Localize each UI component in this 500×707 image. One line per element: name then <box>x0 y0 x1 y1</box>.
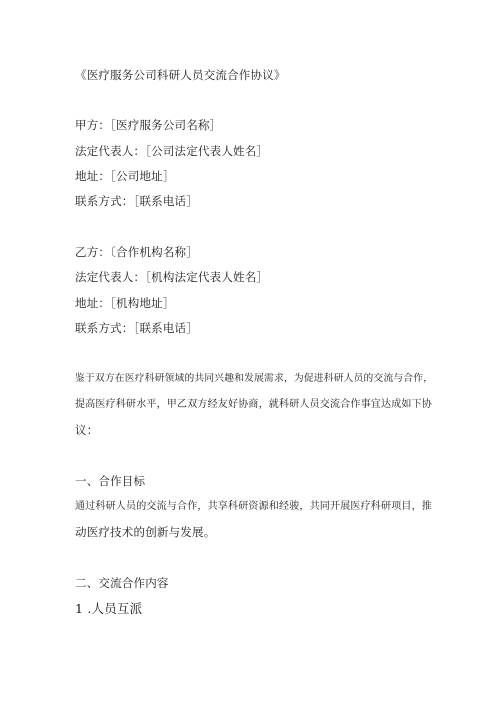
section-1-line-1: 通过科研人员的交流与合作，共享科研资源和经骏，共同开展医疗科研项目，推 <box>75 501 432 512</box>
party-b-address: 地址：［机构地址］ <box>75 296 175 310</box>
document-title: 《医疗服务公司科研人员交流合作协议》 <box>75 68 286 82</box>
party-b-contact: 联系方式：［联系电话］ <box>75 321 198 335</box>
section-2-item-1: 1 .人员互派 <box>75 601 143 616</box>
preamble-line-2: 提高医疗科研水平，甲乙双方经友好协商，就科研人员交流合作事宜达成如下协 <box>75 399 432 410</box>
section-1-line-2: 动医疗技术的创新与发展。 <box>75 525 216 539</box>
party-a-name: 甲方：［医疗服务公司名称］ <box>75 118 222 132</box>
party-a-contact: 联系方式：［联系电话］ <box>75 194 198 208</box>
section-2-heading: 二、交流合作内容 <box>75 576 169 590</box>
party-b-name: 乙方：〔合作机构名称］ <box>75 245 198 259</box>
party-b-representative: 法定代表人：［机构法定代表人姓名］ <box>75 270 269 284</box>
party-a-address: 地址：［公司地址］ <box>75 169 175 183</box>
preamble-line-1: 鉴于双方在医疗科研领域的共同兴趣和发展需求，为促进科研人员的交流与合作， <box>75 373 434 384</box>
preamble-line-3: 议： <box>75 423 99 437</box>
party-a-representative: 法定代表人：［公司法定代表人姓名］ <box>75 144 269 158</box>
section-1-heading: 一、合作目标 <box>75 474 146 488</box>
